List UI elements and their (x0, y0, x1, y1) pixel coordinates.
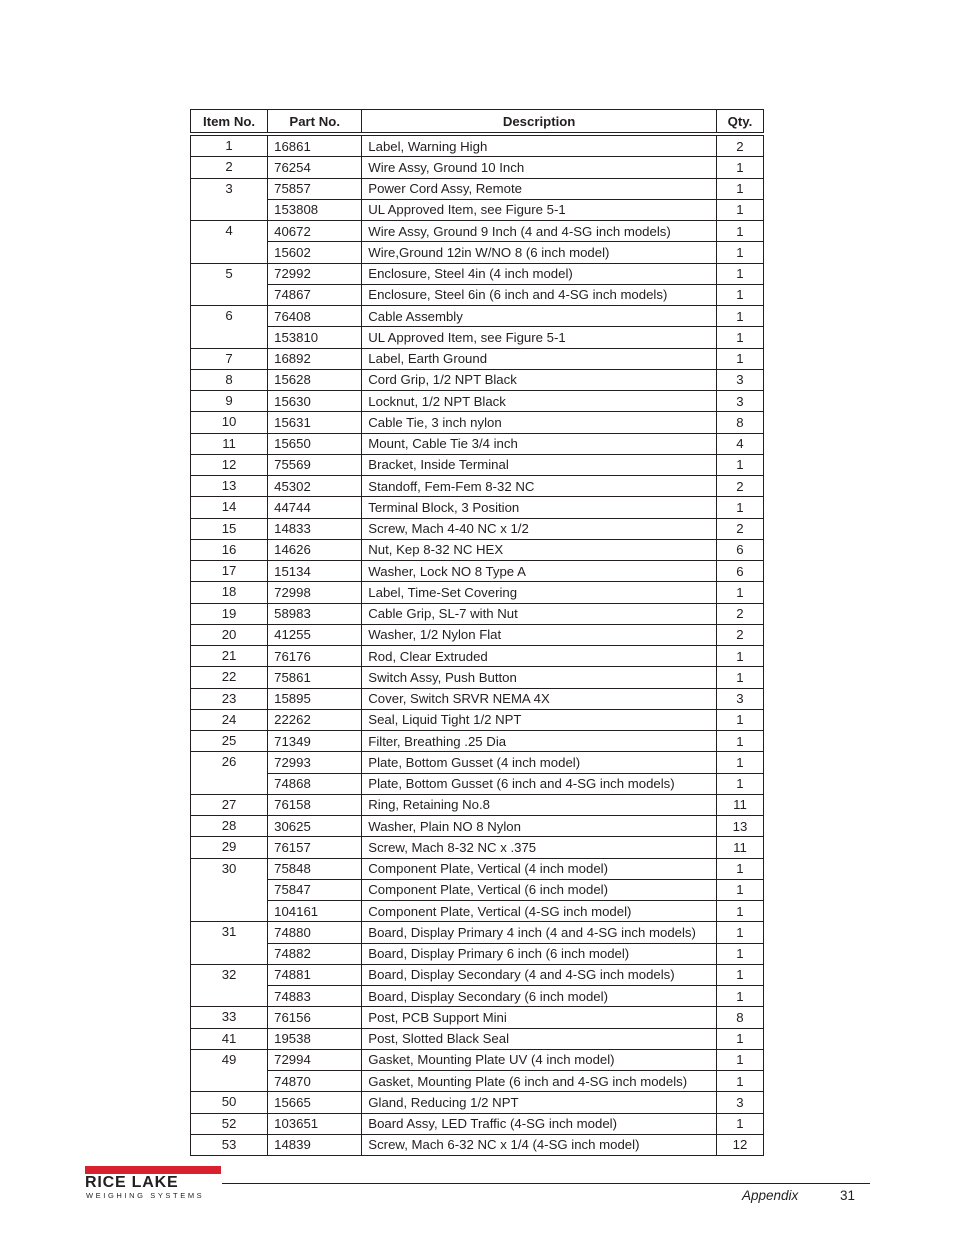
description-cell: Label, Earth Ground (362, 348, 717, 369)
item-no-cell: 19 (191, 603, 268, 624)
item-no-cell: 25 (191, 731, 268, 752)
item-no-cell: 27 (191, 794, 268, 815)
item-no-cell: 18 (191, 582, 268, 603)
item-no-cell: 33 (191, 1007, 268, 1028)
table-row (191, 709, 764, 730)
description-cell: Board, Display Secondary (4 and 4-SG inch models) (362, 964, 717, 985)
table-row (191, 391, 764, 412)
part-no-cell: 76157 (268, 837, 362, 858)
qty-cell: 1 (716, 1113, 763, 1134)
description-cell: Gasket, Mounting Plate (6 inch and 4-SG inch models) (362, 1071, 717, 1092)
description-cell: Gland, Reducing 1/2 NPT (362, 1092, 717, 1113)
rice-lake-logo (85, 1166, 221, 1202)
table-row (191, 646, 764, 667)
part-no-cell: 153810 (268, 327, 362, 348)
description-cell: Filter, Breathing .25 Dia (362, 731, 717, 752)
qty-cell: 1 (716, 348, 763, 369)
qty-cell: 1 (716, 221, 763, 242)
part-no-cell: 76156 (268, 1007, 362, 1028)
qty-cell: 13 (716, 816, 763, 837)
description-cell: Plate, Bottom Gusset (6 inch and 4-SG inch models) (362, 773, 717, 794)
part-no-cell: 15895 (268, 688, 362, 709)
description-cell: Bracket, Inside Terminal (362, 454, 717, 475)
table-row (191, 433, 764, 454)
qty-cell: 2 (716, 624, 763, 645)
part-no-cell: 15665 (268, 1092, 362, 1113)
item-no-cell: 29 (191, 837, 268, 858)
table-row (191, 518, 764, 539)
table-row (191, 134, 764, 157)
table-row (191, 157, 764, 178)
part-no-cell: 15631 (268, 412, 362, 433)
description-cell: Switch Assy, Push Button (362, 667, 717, 688)
item-no-cell: 22 (191, 667, 268, 688)
qty-cell: 1 (716, 943, 763, 964)
table-header-row (191, 110, 764, 135)
description-cell: Power Cord Assy, Remote (362, 178, 717, 199)
header-part-no: Part No. (268, 110, 362, 135)
description-cell: Enclosure, Steel 6in (6 inch and 4-SG inch models) (362, 284, 717, 305)
description-cell: Gasket, Mounting Plate UV (4 inch model) (362, 1049, 717, 1070)
item-no-cell: 31 (191, 922, 268, 965)
part-no-cell: 19538 (268, 1028, 362, 1049)
part-no-cell: 72998 (268, 582, 362, 603)
item-no-cell: 10 (191, 412, 268, 433)
table-row (191, 1007, 764, 1028)
parts-table-body (191, 134, 764, 1156)
table-row (191, 603, 764, 624)
qty-cell: 1 (716, 1028, 763, 1049)
qty-cell: 1 (716, 986, 763, 1007)
description-cell: Standoff, Fem-Fem 8-32 NC (362, 476, 717, 497)
table-row (191, 539, 764, 560)
qty-cell: 1 (716, 242, 763, 263)
table-row (191, 1134, 764, 1155)
qty-cell: 2 (716, 603, 763, 624)
description-cell: Board, Display Primary 4 inch (4 and 4-SG inch models) (362, 922, 717, 943)
table-row (191, 582, 764, 603)
part-no-cell: 74867 (268, 284, 362, 305)
logo-tagline: WEIGHING SYSTEMS (86, 1191, 205, 1200)
description-cell: Component Plate, Vertical (4-SG inch model) (362, 901, 717, 922)
part-no-cell: 74870 (268, 1071, 362, 1092)
description-cell: Screw, Mach 8-32 NC x .375 (362, 837, 717, 858)
qty-cell: 12 (716, 1134, 763, 1155)
description-cell: Washer, Lock NO 8 Type A (362, 561, 717, 582)
table-row (191, 242, 764, 263)
description-cell: Cable Grip, SL-7 with Nut (362, 603, 717, 624)
description-cell: Locknut, 1/2 NPT Black (362, 391, 717, 412)
description-cell: Component Plate, Vertical (6 inch model) (362, 879, 717, 900)
description-cell: Cover, Switch SRVR NEMA 4X (362, 688, 717, 709)
part-no-cell: 15602 (268, 242, 362, 263)
item-no-cell: 50 (191, 1092, 268, 1113)
description-cell: Wire Assy, Ground 10 Inch (362, 157, 717, 178)
item-no-cell: 15 (191, 518, 268, 539)
part-no-cell: 15628 (268, 369, 362, 390)
description-cell: Ring, Retaining No.8 (362, 794, 717, 815)
qty-cell: 3 (716, 1092, 763, 1113)
part-no-cell: 45302 (268, 476, 362, 497)
description-cell: Component Plate, Vertical (4 inch model) (362, 858, 717, 879)
table-row (191, 752, 764, 773)
part-no-cell: 74882 (268, 943, 362, 964)
item-no-cell: 52 (191, 1113, 268, 1134)
part-no-cell: 71349 (268, 731, 362, 752)
description-cell: Wire Assy, Ground 9 Inch (4 and 4-SG inch models) (362, 221, 717, 242)
part-no-cell: 16861 (268, 134, 362, 157)
qty-cell: 4 (716, 433, 763, 454)
part-no-cell: 72993 (268, 752, 362, 773)
item-no-cell: 21 (191, 646, 268, 667)
description-cell: Mount, Cable Tie 3/4 inch (362, 433, 717, 454)
table-row (191, 1071, 764, 1092)
qty-cell: 1 (716, 263, 763, 284)
item-no-cell: 6 (191, 306, 268, 349)
qty-cell: 1 (716, 1049, 763, 1070)
description-cell: Board Assy, LED Traffic (4-SG inch model) (362, 1113, 717, 1134)
description-cell: Seal, Liquid Tight 1/2 NPT (362, 709, 717, 730)
qty-cell: 2 (716, 476, 763, 497)
item-no-cell: 28 (191, 816, 268, 837)
table-row (191, 816, 764, 837)
description-cell: Screw, Mach 4-40 NC x 1/2 (362, 518, 717, 539)
description-cell: Screw, Mach 6-32 NC x 1/4 (4-SG inch model) (362, 1134, 717, 1155)
item-no-cell: 7 (191, 348, 268, 369)
part-no-cell: 76254 (268, 157, 362, 178)
qty-cell: 8 (716, 412, 763, 433)
description-cell: Plate, Bottom Gusset (4 inch model) (362, 752, 717, 773)
qty-cell: 1 (716, 327, 763, 348)
part-no-cell: 153808 (268, 199, 362, 220)
table-row (191, 667, 764, 688)
part-no-cell: 76158 (268, 794, 362, 815)
page-number: 31 (840, 1188, 856, 1203)
table-row (191, 858, 764, 879)
qty-cell: 1 (716, 858, 763, 879)
description-cell: UL Approved Item, see Figure 5-1 (362, 327, 717, 348)
qty-cell: 1 (716, 497, 763, 518)
parts-table (190, 109, 764, 1156)
qty-cell: 1 (716, 646, 763, 667)
item-no-cell: 8 (191, 369, 268, 390)
qty-cell: 3 (716, 688, 763, 709)
qty-cell: 1 (716, 157, 763, 178)
item-no-cell: 30 (191, 858, 268, 922)
item-no-cell: 16 (191, 539, 268, 560)
footer-section-name: Appendix (742, 1188, 799, 1203)
description-cell: Washer, 1/2 Nylon Flat (362, 624, 717, 645)
qty-cell: 1 (716, 454, 763, 475)
part-no-cell: 44744 (268, 497, 362, 518)
part-no-cell: 74881 (268, 964, 362, 985)
table-row (191, 986, 764, 1007)
item-no-cell: 14 (191, 497, 268, 518)
part-no-cell: 15630 (268, 391, 362, 412)
item-no-cell: 32 (191, 964, 268, 1007)
table-row (191, 879, 764, 900)
part-no-cell: 15134 (268, 561, 362, 582)
description-cell: Rod, Clear Extruded (362, 646, 717, 667)
logo-wordmark: RICE LAKE (85, 1174, 179, 1191)
table-row (191, 943, 764, 964)
table-row (191, 773, 764, 794)
table-row (191, 284, 764, 305)
item-no-cell: 4 (191, 221, 268, 264)
table-row (191, 901, 764, 922)
part-no-cell: 72992 (268, 263, 362, 284)
description-cell: Board, Display Secondary (6 inch model) (362, 986, 717, 1007)
description-cell: Cable Assembly (362, 306, 717, 327)
part-no-cell: 30625 (268, 816, 362, 837)
table-row (191, 1049, 764, 1070)
table-row (191, 476, 764, 497)
qty-cell: 8 (716, 1007, 763, 1028)
qty-cell: 1 (716, 901, 763, 922)
table-row (191, 497, 764, 518)
part-no-cell: 74868 (268, 773, 362, 794)
item-no-cell: 24 (191, 709, 268, 730)
part-no-cell: 15650 (268, 433, 362, 454)
table-row (191, 412, 764, 433)
description-cell: Wire,Ground 12in W/NO 8 (6 inch model) (362, 242, 717, 263)
table-row (191, 688, 764, 709)
part-no-cell: 103651 (268, 1113, 362, 1134)
table-row (191, 1092, 764, 1113)
qty-cell: 6 (716, 539, 763, 560)
part-no-cell: 14833 (268, 518, 362, 539)
item-no-cell: 13 (191, 476, 268, 497)
qty-cell: 1 (716, 306, 763, 327)
qty-cell: 11 (716, 837, 763, 858)
table-row (191, 348, 764, 369)
item-no-cell: 1 (191, 134, 268, 157)
footer-rule (222, 1183, 870, 1184)
item-no-cell: 11 (191, 433, 268, 454)
part-no-cell: 75848 (268, 858, 362, 879)
header-description: Description (362, 110, 717, 135)
description-cell: Post, PCB Support Mini (362, 1007, 717, 1028)
qty-cell: 1 (716, 922, 763, 943)
item-no-cell: 17 (191, 561, 268, 582)
table-row (191, 263, 764, 284)
qty-cell: 1 (716, 1071, 763, 1092)
table-row (191, 199, 764, 220)
table-row (191, 561, 764, 582)
item-no-cell: 2 (191, 157, 268, 178)
qty-cell: 1 (716, 964, 763, 985)
header-item-no: Item No. (191, 110, 268, 135)
description-cell: Cable Tie, 3 inch nylon (362, 412, 717, 433)
qty-cell: 3 (716, 391, 763, 412)
qty-cell: 1 (716, 773, 763, 794)
description-cell: Cord Grip, 1/2 NPT Black (362, 369, 717, 390)
table-row (191, 794, 764, 815)
qty-cell: 1 (716, 199, 763, 220)
item-no-cell: 20 (191, 624, 268, 645)
part-no-cell: 40672 (268, 221, 362, 242)
part-no-cell: 75861 (268, 667, 362, 688)
part-no-cell: 75857 (268, 178, 362, 199)
qty-cell: 11 (716, 794, 763, 815)
item-no-cell: 26 (191, 752, 268, 795)
description-cell: UL Approved Item, see Figure 5-1 (362, 199, 717, 220)
description-cell: Post, Slotted Black Seal (362, 1028, 717, 1049)
description-cell: Label, Time-Set Covering (362, 582, 717, 603)
part-no-cell: 76408 (268, 306, 362, 327)
description-cell: Board, Display Primary 6 inch (6 inch model) (362, 943, 717, 964)
qty-cell: 1 (716, 667, 763, 688)
table-row (191, 1113, 764, 1134)
part-no-cell: 74883 (268, 986, 362, 1007)
table-row (191, 327, 764, 348)
table-row (191, 1028, 764, 1049)
table-row (191, 178, 764, 199)
table-row (191, 369, 764, 390)
table-row (191, 221, 764, 242)
logo-red-bar (85, 1166, 221, 1174)
description-cell: Terminal Block, 3 Position (362, 497, 717, 518)
part-no-cell: 58983 (268, 603, 362, 624)
item-no-cell: 12 (191, 454, 268, 475)
part-no-cell: 14626 (268, 539, 362, 560)
qty-cell: 1 (716, 879, 763, 900)
part-no-cell: 74880 (268, 922, 362, 943)
table-row (191, 837, 764, 858)
qty-cell: 2 (716, 518, 763, 539)
part-no-cell: 75569 (268, 454, 362, 475)
qty-cell: 1 (716, 582, 763, 603)
description-cell: Nut, Kep 8-32 NC HEX (362, 539, 717, 560)
item-no-cell: 41 (191, 1028, 268, 1049)
qty-cell: 6 (716, 561, 763, 582)
part-no-cell: 22262 (268, 709, 362, 730)
item-no-cell: 23 (191, 688, 268, 709)
part-no-cell: 14839 (268, 1134, 362, 1155)
item-no-cell: 49 (191, 1049, 268, 1092)
description-cell: Enclosure, Steel 4in (4 inch model) (362, 263, 717, 284)
qty-cell: 1 (716, 731, 763, 752)
part-no-cell: 76176 (268, 646, 362, 667)
part-no-cell: 104161 (268, 901, 362, 922)
qty-cell: 1 (716, 752, 763, 773)
qty-cell: 2 (716, 134, 763, 157)
header-qty: Qty. (716, 110, 763, 135)
qty-cell: 1 (716, 284, 763, 305)
part-no-cell: 16892 (268, 348, 362, 369)
item-no-cell: 9 (191, 391, 268, 412)
part-no-cell: 41255 (268, 624, 362, 645)
table-row (191, 731, 764, 752)
qty-cell: 1 (716, 709, 763, 730)
item-no-cell: 3 (191, 178, 268, 221)
qty-cell: 3 (716, 369, 763, 390)
part-no-cell: 75847 (268, 879, 362, 900)
table-row (191, 306, 764, 327)
description-cell: Label, Warning High (362, 134, 717, 157)
item-no-cell: 53 (191, 1134, 268, 1155)
part-no-cell: 72994 (268, 1049, 362, 1070)
qty-cell: 1 (716, 178, 763, 199)
table-row (191, 922, 764, 943)
description-cell: Washer, Plain NO 8 Nylon (362, 816, 717, 837)
table-row (191, 624, 764, 645)
item-no-cell: 5 (191, 263, 268, 306)
table-row (191, 454, 764, 475)
table-row (191, 964, 764, 985)
